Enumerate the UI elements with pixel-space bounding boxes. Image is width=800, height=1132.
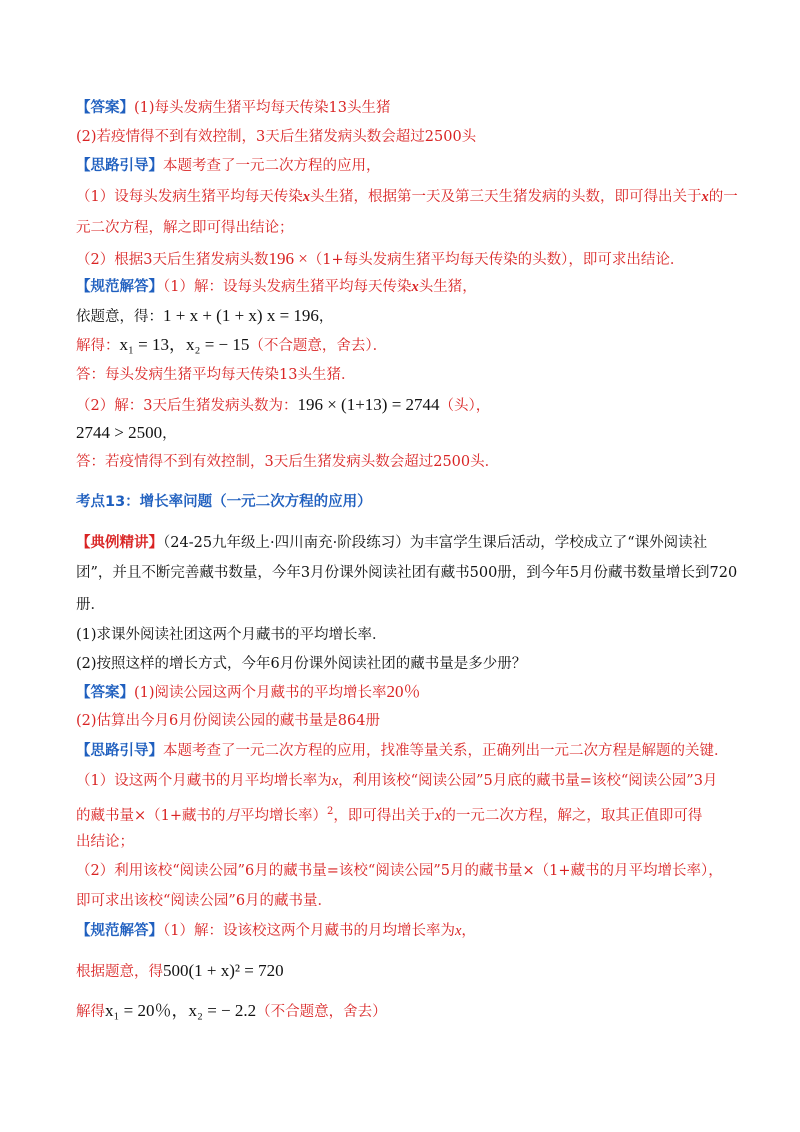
section-heading: 考点13：增长率问题（一元二次方程的应用） (76, 494, 372, 510)
hint2-text: 本题考查了一元二次方程的应用，找准等量关系，正确列出一元二次方程是解题的关键． (163, 743, 729, 759)
solve2-line (76, 1001, 726, 1022)
equation2: 500(1 + x)² = 720 (163, 961, 284, 980)
solution2-text-b: ， (461, 923, 476, 939)
question-2: (2)按照这样的增长方式，今年6月份课外阅读社团的藏书量是多少册？ (76, 656, 527, 672)
question-1: (1)求课外阅读社团这两个月藏书的平均增长率． (76, 627, 387, 643)
solution-step-2-a: （2）解：3天后生猪发病头数为： (76, 398, 298, 414)
hint-step-2-math: 196 × (268, 249, 308, 268)
hint2-step-1-end: 出结论； (76, 834, 134, 850)
hint-step-1-a: （1）设每头发病生猪平均每天传染 (76, 189, 303, 205)
solution-tag: 【规范解答】 (76, 278, 163, 295)
hint-line (76, 156, 726, 176)
solution-step-2 (76, 395, 726, 416)
solve-note: （不合题意，舍去）． (249, 338, 388, 354)
equation-1: 1 + x + (1 + x) x = 196 (163, 306, 319, 325)
solution-text-a: （1）解：设每头发病生猪平均每天传染 (163, 279, 412, 295)
answer2-tag: 【答案】 (76, 684, 134, 701)
hint-step-2-a: （2）根据3天后生猪发病头数 (76, 252, 269, 268)
hint-tag: 【思路引导】 (76, 157, 163, 174)
hint2-step-1-c: 的藏书量×（1+藏书的 (76, 807, 226, 824)
equation-prefix: 依题意，得： (76, 309, 163, 325)
compare-math: 2744 > 2500 (76, 423, 163, 442)
example-line-2: 团”，并且不断完善藏书数量，今年3月份课外阅读社团有藏书500册，到今年5月份藏书数量增长到720 (76, 565, 738, 581)
hint-step-2 (76, 249, 726, 270)
answer2-text-1: (1)阅读公园这两个月藏书的平均增长率 (134, 685, 387, 701)
hint2-step-1-g: ，即可得出关于 (333, 807, 435, 824)
example-tag: 【典例精讲】 (76, 534, 163, 551)
var-x: x (454, 923, 462, 939)
hint-text: 本题考查了一元二次方程的应用， (163, 158, 381, 174)
example-line-1 (76, 533, 726, 553)
equation-line (76, 306, 726, 327)
equation2-prefix: 根据题意，得 (76, 964, 163, 980)
hint-step-1-b: 头生猪，根据第一天及第三天生猪发病的头数，即可得出关于 (309, 189, 702, 205)
solution-step-2-c: （头）， (439, 398, 491, 414)
example-line-3: 册． (76, 597, 105, 613)
hint2-line (76, 741, 729, 761)
answer-statement-2: 答：若疫情得不到有效控制，3天后生猪发病头数会超过2500头． (76, 454, 500, 470)
compare-end: ， (162, 426, 177, 442)
var-x: x (411, 279, 419, 295)
solve-prefix: 解得： (76, 338, 120, 354)
hint2-step-1-d: 月 (225, 807, 241, 824)
hint2-step-1-a: （1）设这两个月藏书的月平均增长率为 (76, 773, 332, 789)
compare-line (76, 423, 726, 444)
solve-line (76, 335, 726, 356)
hint2-step-1-b: ，利用该校“阅读公园”5月底的藏书量=该校“阅读公园”3月 (338, 773, 718, 789)
hint2-tag: 【思路引导】 (76, 742, 163, 759)
hint2-step-1 (76, 771, 726, 791)
equation-end: ， (318, 309, 334, 325)
answer2-line-2: (2)估算出今月6月份阅读公园的藏书量是864册 (76, 713, 380, 729)
hint2-exponent: 2 (327, 806, 334, 817)
solution-step-2-math: 196 × (1+13) = 2744 (297, 395, 440, 414)
solve2-values: x₁ = 20％，x₂ = − 2.2 (105, 1001, 257, 1020)
example-text-1: （24-25九年级上·四川南充·阶段练习）为丰富学生课后活动，学校成立了“课外阅读社 (163, 535, 708, 551)
answer-text: (1)每头发病生猪平均每天传染13头生猪 (134, 100, 391, 116)
hint2-step-1-cont (76, 802, 726, 826)
solve-values: x₁ = 13，x₂ = − 15 (119, 335, 250, 354)
answer-line-1 (76, 98, 726, 118)
var-x: x (302, 189, 310, 205)
hint2-step-1-e: 平均增长率） (240, 807, 328, 824)
solution2-tag: 【规范解答】 (76, 922, 163, 939)
solution2-text-a: （1）解：设该校这两个月藏书的月均增长率为 (163, 923, 455, 939)
hint-step-1-c: 的一 (708, 189, 738, 205)
solution2-line (76, 921, 726, 941)
var-x: x (701, 189, 709, 205)
solve2-note: （不合题意，舍去） (256, 1004, 387, 1020)
answer2-line-1 (76, 682, 726, 703)
answer-line-2: (2)若疫情得不到有效控制，3天后生猪发病头数会超过2500头 (76, 129, 477, 145)
var-x: x (434, 807, 442, 824)
solution-line (76, 277, 726, 297)
answer2-value: 20％ (386, 682, 421, 701)
hint2-step-1-h: 的一元二次方程，解之，取其正值即可得 (441, 807, 703, 824)
hint2-step-2-cont: 即可求出该校“阅读公园”6月的藏书量． (76, 893, 333, 909)
solve2-prefix: 解得 (76, 1004, 105, 1020)
answer-tag: 【答案】 (76, 99, 134, 116)
hint-step-2-c: （1+每头发病生猪平均每天传染的头数），即可求出结论． (307, 252, 685, 268)
hint-step-1 (76, 187, 738, 207)
hint-step-1-cont: 元二次方程，解之即可得出结论； (76, 220, 294, 236)
var-x: x (331, 773, 339, 789)
hint2-step-2: （2）利用该校“阅读公园”6月的藏书量=该校“阅读公园”5月的藏书量×（1+藏书的月平均增长率）， (76, 863, 723, 879)
equation2-line (76, 961, 726, 982)
solution-text-b: 头生猪， (418, 279, 477, 295)
answer-statement-1: 答：每头发病生猪平均每天传染13头生猪． (76, 367, 356, 383)
